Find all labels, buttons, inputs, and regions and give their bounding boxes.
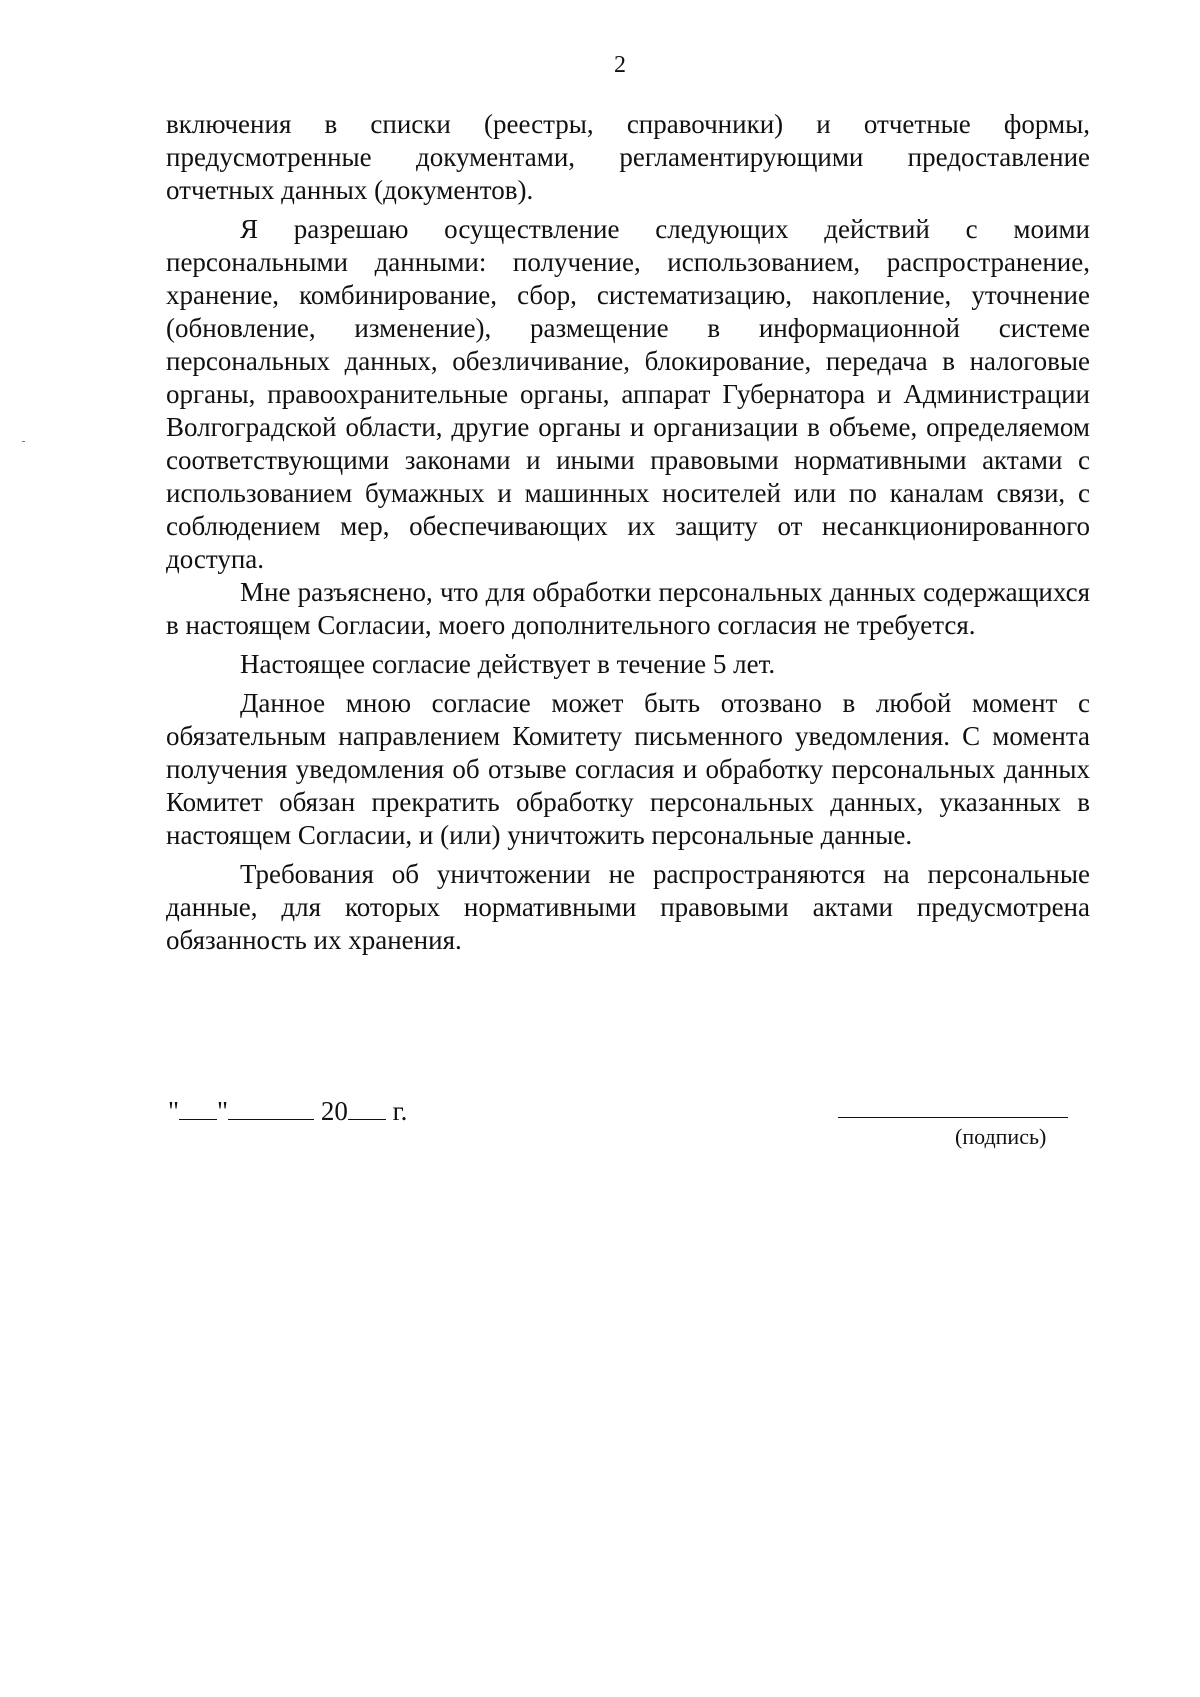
paragraph-revocation: Данное мною согласие может быть отозвано в любой момент с обязательным направлением Комитету письменного уведомления. С момента получения уведомления об отзыве согласия и обработку персональных данных Комитет обязан прекратить обработку персональных данных, указанных в настоящем Согласии, и (или) уничтожить персональные данные. <box>166 688 1090 850</box>
paragraph-validity-period: Настоящее согласие действует в течение 5 лет. <box>240 649 776 679</box>
page-number: 2 <box>614 52 626 78</box>
month-blank <box>228 1097 314 1120</box>
date-open-quote: " <box>168 1096 180 1126</box>
paragraph-continuation: включения в списки (реестры, справочники) и отчетные формы, предусмотренные документами, регламентирующими предоставление отчетных данных (документов). <box>166 109 1090 205</box>
scan-artifact <box>22 441 25 442</box>
year-blank <box>348 1097 386 1120</box>
paragraph-destruction-requirements: Требования об уничтожении не распространяются на персональные данные, для которых нормативными правовыми актами предусмотрена обязанность их хранения. <box>166 859 1090 955</box>
signature-caption: (подпись) <box>955 1124 1047 1149</box>
paragraph-permitted-actions: Я разрешаю осуществление следующих действий с моими персональными данными: получение, использованием, распространение, хранение, комбинирование, сбор, систематизацию, накопление, уточнение (обновление, изменение), размещение в информационной системе персональных данных, обезличивание, блокирование, передача в налоговые органы, правоохранительные органы, аппарат Губернатора и Администрации Волгоградской области, другие органы и организации в объеме, определяемом соответствующими законами и иными правовыми нормативными актами с использованием бумажных и машинных носителей или по каналам связи, с соблюдением мер, обеспечивающих их защиту от несанкционированного доступа. <box>166 214 1090 574</box>
year-suffix: г. <box>392 1096 408 1126</box>
document-body <box>166 108 1090 957</box>
signature-line <box>838 1117 1068 1118</box>
paragraph-explanation: Мне разъяснено, что для обработки персональных данных содержащихся в настоящем Согласии, моего дополнительного согласия не требуется. <box>166 577 1090 640</box>
date-field <box>168 1096 407 1127</box>
day-blank <box>179 1097 217 1120</box>
year-prefix: 20 <box>320 1096 348 1126</box>
date-close-quote: " <box>217 1096 229 1126</box>
